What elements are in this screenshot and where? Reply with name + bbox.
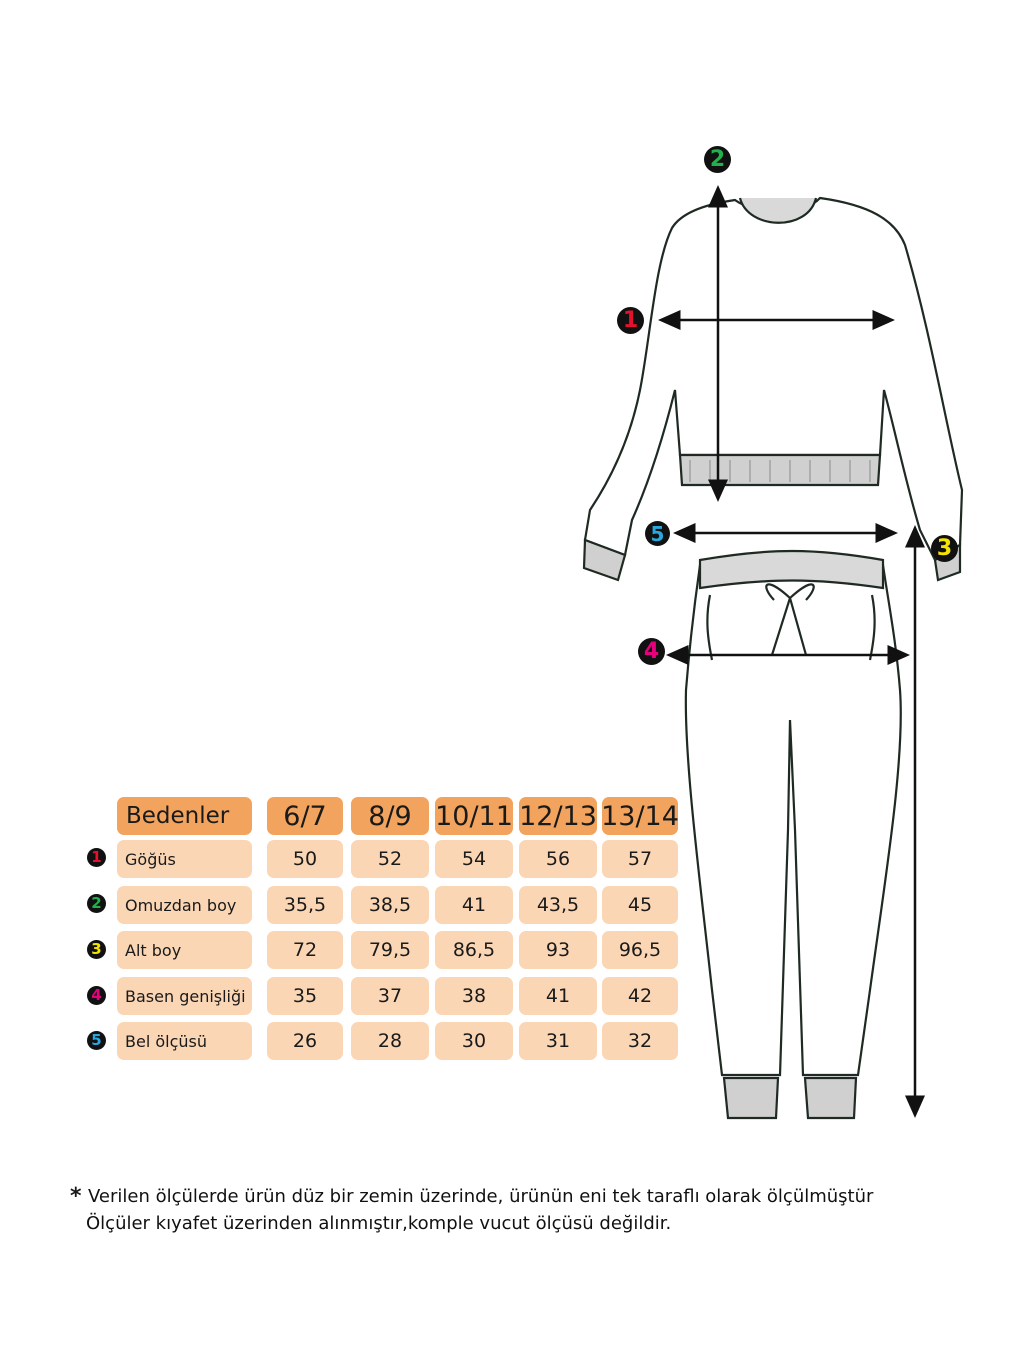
size-header-8-9: 8/9 <box>351 797 429 835</box>
row-label-bel-olcusu: Bel ölçüsü <box>117 1022 252 1060</box>
table-cell: 96,5 <box>602 931 678 969</box>
size-header-6-7: 6/7 <box>267 797 343 835</box>
marker-number: 1 <box>622 307 639 333</box>
illustration-marker-1 <box>617 307 644 334</box>
table-cell: 57 <box>602 840 678 878</box>
row-label-omuzdan-boy: Omuzdan boy <box>117 886 252 924</box>
row-marker-3: 3 <box>87 940 106 959</box>
table-cell: 31 <box>519 1022 597 1060</box>
table-cell: 41 <box>435 886 513 924</box>
marker-number: 5 <box>650 521 665 546</box>
table-cell: 56 <box>519 840 597 878</box>
table-cell: 43,5 <box>519 886 597 924</box>
row-label-gogus: Göğüs <box>117 840 252 878</box>
table-cell: 37 <box>351 977 429 1015</box>
footnote-asterisk: * <box>70 1184 82 1209</box>
table-cell: 72 <box>267 931 343 969</box>
table-cell: 35,5 <box>267 886 343 924</box>
row-marker-5: 5 <box>87 1031 106 1050</box>
table-cell: 79,5 <box>351 931 429 969</box>
row-marker-2: 2 <box>87 894 106 913</box>
row-label-basen-genisligi: Basen genişliği <box>117 977 252 1015</box>
marker-number: 4 <box>643 638 660 664</box>
row-marker-1: 1 <box>87 848 106 867</box>
table-cell: 45 <box>602 886 678 924</box>
size-header-10-11: 10/11 <box>435 797 513 835</box>
table-cell: 32 <box>602 1022 678 1060</box>
size-header-12-13: 12/13 <box>519 797 597 835</box>
table-cell: 50 <box>267 840 343 878</box>
footnote-line-1: Verilen ölçülerde ürün düz bir zemin üzerinde, ürünün eni tek taraflı olarak ölçülmüştür <box>88 1186 874 1207</box>
table-cell: 93 <box>519 931 597 969</box>
illustration-marker-5 <box>645 521 670 546</box>
table-cell: 54 <box>435 840 513 878</box>
illustration-marker-4 <box>638 638 665 665</box>
table-cell: 38,5 <box>351 886 429 924</box>
table-header-label: Bedenler <box>117 797 252 835</box>
pants-drawing <box>686 551 901 1118</box>
table-cell: 52 <box>351 840 429 878</box>
illustration-marker-3 <box>931 535 958 562</box>
table-cell: 26 <box>267 1022 343 1060</box>
table-cell: 42 <box>602 977 678 1015</box>
table-cell: 41 <box>519 977 597 1015</box>
marker-number: 2 <box>709 146 726 172</box>
row-marker-4: 4 <box>87 986 106 1005</box>
size-header-13-14: 13/14 <box>602 797 678 835</box>
table-cell: 86,5 <box>435 931 513 969</box>
sweatshirt-drawing <box>584 198 962 580</box>
footnote-line-2: Ölçüler kıyafet üzerinden alınmıştır,komple vucut ölçüsü değildir. <box>86 1213 672 1234</box>
table-cell: 28 <box>351 1022 429 1060</box>
table-cell: 30 <box>435 1022 513 1060</box>
marker-number: 3 <box>936 535 953 561</box>
table-cell: 35 <box>267 977 343 1015</box>
illustration-marker-2 <box>704 146 731 173</box>
row-label-alt-boy: Alt boy <box>117 931 252 969</box>
table-cell: 38 <box>435 977 513 1015</box>
